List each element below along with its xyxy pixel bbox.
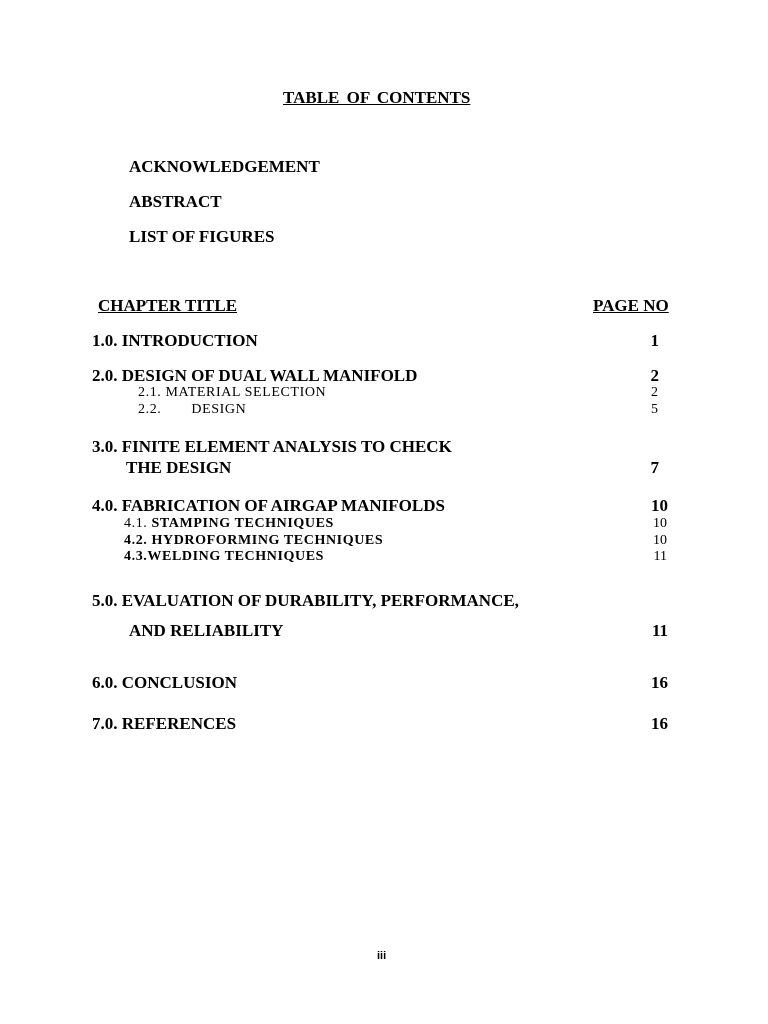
page-title: TABLE OF CONTENTS xyxy=(283,88,471,107)
toc-page-finite-element: 7 xyxy=(650,458,659,477)
toc-page-material-selection: 2 xyxy=(651,385,658,400)
toc-page-welding: 11 xyxy=(653,549,667,564)
toc-page-design: 5 xyxy=(651,402,658,417)
front-matter-acknowledgement: ACKNOWLEDGEMENT xyxy=(129,157,320,176)
toc-page-conclusion: 16 xyxy=(651,673,668,692)
toc-entry-finite-element-line2: THE DESIGN xyxy=(126,458,232,477)
page-no-header: PAGE NO xyxy=(593,296,669,315)
toc-subentry-design-title: DESIGN xyxy=(191,402,247,417)
toc-subentry-welding-title: 4.3.WELDING TECHNIQUES xyxy=(124,549,325,564)
toc-entry-evaluation-line2: AND RELIABILITY xyxy=(129,621,284,640)
page-number-footer: iii xyxy=(377,950,387,962)
toc-subentry-hydroforming xyxy=(124,534,383,548)
toc-subentry-design xyxy=(138,403,246,417)
toc-subentry-stamping-number: 4.1. xyxy=(124,516,148,531)
chapter-title-header: CHAPTER TITLE xyxy=(98,296,238,315)
toc-subentry-material-selection: 2.1. MATERIAL SELECTION xyxy=(138,385,327,400)
front-matter-abstract: ABSTRACT xyxy=(129,192,222,211)
toc-subentry-design-number: 2.2. xyxy=(138,402,162,417)
toc-page-stamping: 10 xyxy=(653,516,667,531)
toc-page-hydroforming: 10 xyxy=(653,533,667,548)
toc-entry-design-dual-wall: 2.0. DESIGN OF DUAL WALL MANIFOLD xyxy=(92,366,418,385)
toc-page-fabrication: 10 xyxy=(651,496,668,515)
toc-page-introduction: 1 xyxy=(650,331,659,350)
toc-page-evaluation: 11 xyxy=(651,621,668,640)
toc-page-design-dual-wall: 2 xyxy=(650,366,659,385)
toc-entry-finite-element-line1: 3.0. FINITE ELEMENT ANALYSIS TO CHECK xyxy=(92,437,452,456)
toc-subentry-stamping-title: STAMPING TECHNIQUES xyxy=(151,516,334,531)
toc-subentry-welding xyxy=(124,550,324,564)
toc-entry-fabrication: 4.0. FABRICATION OF AIRGAP MANIFOLDS xyxy=(92,496,445,515)
toc-entry-conclusion: 6.0. CONCLUSION xyxy=(92,673,237,692)
toc-subentry-stamping xyxy=(124,517,334,531)
toc-subentry-hydroforming-title: 4.2. HYDROFORMING TECHNIQUES xyxy=(124,533,384,548)
toc-page-references: 16 xyxy=(651,714,668,733)
front-matter-list-of-figures: LIST OF FIGURES xyxy=(129,227,275,246)
toc-entry-evaluation-line1: 5.0. EVALUATION OF DURABILITY, PERFORMANCE, xyxy=(92,591,519,610)
toc-entry-introduction: 1.0. INTRODUCTION xyxy=(92,331,258,350)
toc-entry-references: 7.0. REFERENCES xyxy=(92,714,237,733)
